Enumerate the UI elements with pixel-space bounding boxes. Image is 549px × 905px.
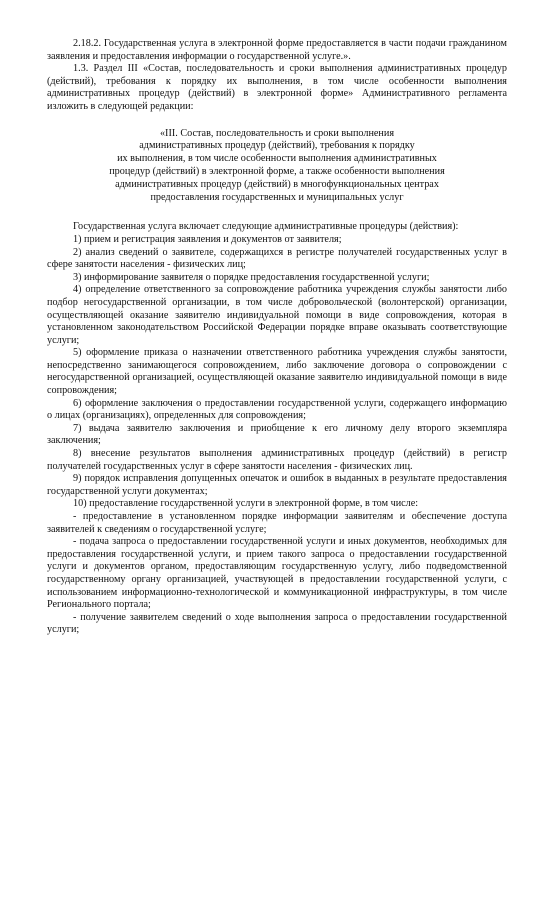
list-item: 9) порядок исправления допущенных опечаток и ошибок в выданных в результате предоставления государственной услуги документах; bbox=[47, 473, 507, 497]
sub-list-item: - подача запроса о предоставлении государственной услуги и иных документов, необходимых для предоставления государственной услуги, и прием такого запроса о предоставлении государственной услуги и документов органом, предоставляющим государственную услугу, либо подведомственной государственному органу организацией, участвующей в предоставлении государственной услуги, с использованием информационно-технологической и коммуникационной инфраструктуры, в том числе Регионального портала; bbox=[47, 536, 507, 611]
list-item: 6) оформление заключения о предоставлении государственной услуги, содержащего информацию о лицах (организациях), определенных для сопровождения; bbox=[47, 397, 507, 422]
list-item: 3) информирование заявителя о порядке предоставления государственной услуги; bbox=[73, 271, 430, 283]
list-item: 10) предоставление государственной услуги в электронной форме, в том числе: bbox=[73, 498, 419, 510]
list-item: 1) прием и регистрация заявления и документов от заявителя; bbox=[73, 233, 342, 245]
section-heading-line: предоставления государственных и муниципальных услуг bbox=[150, 191, 404, 203]
sub-list-item: - предоставление в установленном порядке информации заявителям и обеспечение доступа заявителей к сведениям о государственной услуге; bbox=[47, 511, 507, 535]
list-item: 7) выдача заявителю заключения и приобщение к его личному делу второго экземпляра заключения; bbox=[47, 422, 507, 447]
list-item: 5) оформление приказа о назначении ответственного работника учреждения службы занятости, непосредственно занимающегося сопровождением, либо заключение договора о сопровождении с негосударственной организацией, осуществляющей оказание заявителю индивидуальной помощи в виде сопровождения; bbox=[47, 347, 507, 397]
section-heading bbox=[47, 128, 507, 205]
section-heading-line: административных процедур (действий), требования к порядку bbox=[139, 140, 415, 152]
list-item: 8) внесение результатов выполнения административных процедур (действий) в регистр получателей государственных услуг в сфере занятости населения - физических лиц. bbox=[47, 448, 507, 472]
section-heading-line: «III. Состав, последовательность и сроки выполнения bbox=[159, 127, 395, 139]
section-heading-line: административных процедур (действий) в многофункциональных центрах bbox=[115, 178, 439, 190]
intro-paragraph: 1.3. Раздел III «Состав, последовательность и сроки выполнения административных процедур (действий), требования к порядку их выполнения, в том числе особенности выполнения административных процедур (действий) в электронной форме» Административного регламента изложить в следующей редакции: bbox=[47, 63, 507, 112]
section-heading-line: их выполнения, в том числе особенности выполнения административных bbox=[117, 153, 437, 165]
list-item: 2) анализ сведений о заявителе, содержащихся в регистре получателей государственных услуг в сфере занятости населения - физических лиц; bbox=[47, 246, 507, 271]
body-paragraph: Государственная услуга включает следующие административные процедуры (действия): bbox=[73, 221, 459, 233]
section-heading-line: процедур (действий) в электронной форме, а также особенности выполнения bbox=[109, 165, 445, 177]
sub-list-item: - получение заявителем сведений о ходе выполнения запроса о предоставлении государственной услуги; bbox=[47, 611, 507, 636]
list-item: 4) определение ответственного за сопровождение работника учреждения службы занятости либо подбор негосударственной организации, в том числе добровольческой (волонтерской) организации, осуществляющей оказание заявителю индивидуальной помощи в виде сопровождения, которая в установленном законодательством Российской Федерации порядке вправе оказывать соответствующие услуги; bbox=[47, 284, 507, 346]
intro-paragraph: 2.18.2. Государственная услуга в электронной форме предоставляется в части подачи гражданином заявления и предоставления информации о государственной услуге.». bbox=[47, 38, 507, 62]
